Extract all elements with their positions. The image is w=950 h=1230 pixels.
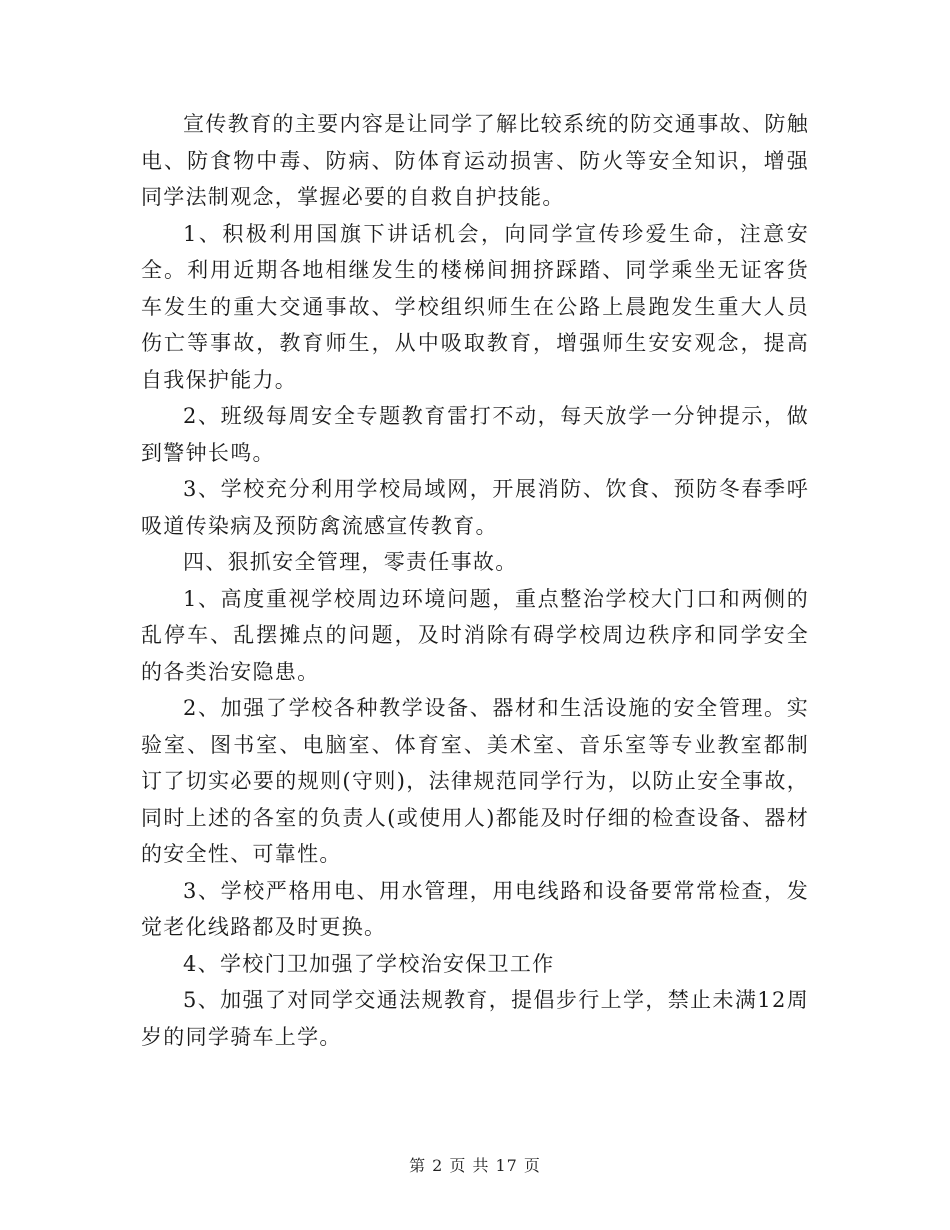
document-body: [141, 106, 809, 1055]
paragraph-item-2: 2、班级每周安全专题教育雷打不动，每天放学一分钟提示，做到警钟长鸣。: [141, 404, 809, 465]
paragraph-item-4-5: 5、加强了对同学交通法规教育，提倡步行上学，禁止未满12周岁的同学骑车上学。: [141, 988, 809, 1049]
footer-prefix: 第: [409, 1156, 427, 1175]
current-page-number: 2: [432, 1156, 444, 1175]
paragraph-item-4-2: 2、加强了学校各种教学设备、器材和生活设施的安全管理。实验室、图书室、电脑室、体育室、美术室、音乐室等专业教室都制订了切实必要的规则(守则)，法律规范同学行为，以防止安全事故，同时上述的各室的负责人(或使用人)都能及时仔细的检查设备、器材的安全性、可靠性。: [141, 696, 809, 866]
paragraph-intro: 宣传教育的主要内容是让同学了解比较系统的防交通事故、防触电、防食物中毒、防病、防体育运动损害、防火等安全知识，增强同学法制观念，掌握必要的自救自护技能。: [141, 112, 809, 209]
section-heading-4: 四、狠抓安全管理，零责任事故。: [183, 550, 518, 574]
paragraph-item-4-1: 1、高度重视学校周边环境问题，重点整治学校大门口和两侧的乱停车、乱摆摊点的问题，及时消除有碍学校周边秩序和同学安全的各类治安隐患。: [141, 586, 809, 684]
total-page-count: 17: [495, 1156, 518, 1175]
footer-middle: 页 共: [449, 1156, 490, 1175]
paragraph-item-4-4: 4、学校门卫加强了学校治安保卫工作: [183, 951, 555, 976]
page-footer: [0, 1153, 950, 1176]
paragraph-item-4-3: 3、学校严格用电、用水管理，用电线路和设备要常常检查，发觉老化线路都及时更换。: [141, 878, 809, 939]
paragraph-item-3: 3、学校充分利用学校局域网，开展消防、饮食、预防冬春季呼吸道传染病及预防禽流感宣传教育。: [141, 477, 809, 538]
paragraph-item-1: 1、积极利用国旗下讲话机会，向同学宣传珍爱生命，注意安全。利用近期各地相继发生的楼梯间拥挤踩踏、同学乘坐无证客货车发生的重大交通事故、学校组织师生在公路上晨跑发生重大人员伤亡等事故，教育师生，从中吸取教育，增强师生安安观念，提高自我保护能力。: [141, 221, 809, 392]
footer-suffix: 页: [523, 1156, 541, 1175]
